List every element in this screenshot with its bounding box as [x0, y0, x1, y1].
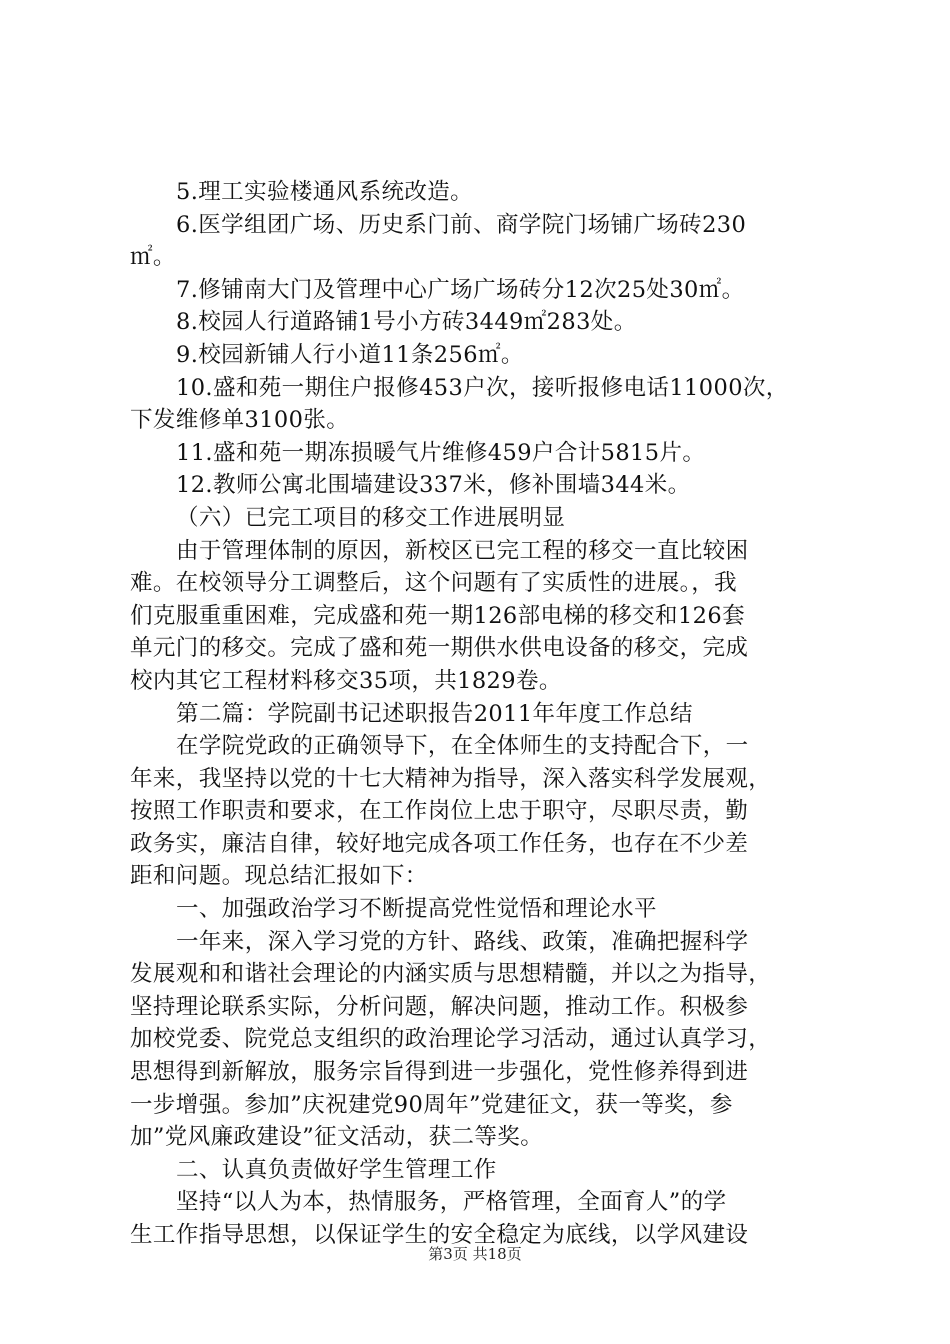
text-line: （六）已完工项目的移交工作进展明显 — [176, 504, 566, 531]
text-line: 5.理工实验楼通风系统改造。 — [176, 179, 474, 205]
text-line: 难。在校领导分工调整后，这个问题有了实质性的进展。，我 — [130, 570, 738, 597]
text-line: 按照工作职责和要求，在工作岗位上忠于职守，尽职尽责，勤 — [130, 798, 749, 825]
text-line: 政务实，廉洁自律，较好地完成各项工作任务，也存在不少差 — [130, 830, 749, 857]
page-footer: 第3页 共18页 — [428, 1245, 522, 1263]
text-line: 7.修铺南大门及管理中心广场广场砖分12次25处30㎡。 — [176, 276, 745, 303]
text-line: 校内其它工程材料移交35项，共1829卷。 — [130, 667, 562, 694]
text-line: 11.盛和苑一期冻损暖气片维修459户合计5815片。 — [176, 439, 706, 466]
document-body — [130, 176, 835, 1252]
text-line: 加校党委、院党总支组织的政治理论学习活动，通过认真学习， — [130, 1026, 772, 1053]
text-line: 们克服重重困难，完成盛和苑一期126部电梯的移交和126套 — [130, 602, 745, 629]
text-line: 思想得到新解放，服务宗旨得到进一步强化，党性修养得到进 — [130, 1059, 749, 1086]
text-line: 由于管理体制的原因，新校区已完工程的移交一直比较困 — [176, 537, 749, 564]
text-line: 12.教师公寓北围墙建设337米，修补围墙344米。 — [176, 472, 691, 499]
text-line: 年来，我坚持以党的十七大精神为指导，深入落实科学发展观， — [130, 765, 772, 792]
text-line: 二、认真负责做好学生管理工作 — [176, 1156, 497, 1183]
text-line: 在学院党政的正确领导下，在全体师生的支持配合下，一 — [176, 733, 749, 760]
text-line: 9.校园新铺人行小道11条256㎡。 — [176, 341, 524, 368]
text-line: 加”党风廉政建设”征文活动，获二等奖。 — [130, 1124, 544, 1151]
text-line: 坚持“以人为本，热情服务，严格管理，全面育人”的学 — [176, 1189, 727, 1216]
text-line: 生工作指导思想，以保证学生的安全稳定为底线，以学风建设 — [130, 1222, 749, 1248]
text-line: 一年来，深入学习党的方针、路线、政策，准确把握科学 — [176, 928, 749, 955]
text-line: 下发维修单3100张。 — [130, 407, 350, 434]
text-line: ㎡。 — [130, 244, 176, 271]
text-line: 10.盛和苑一期住户报修453户次，接听报修电话11000次， — [176, 374, 789, 401]
text-line: 发展观和和谐社会理论的内涵实质与思想精髓，并以之为指导， — [130, 961, 772, 988]
text-line: 一、加强政治学习不断提高党性觉悟和理论水平 — [176, 896, 657, 923]
text-line: 坚持理论联系实际，分析问题，解决问题，推动工作。积极参 — [130, 993, 749, 1020]
text-line: 第二篇：学院副书记述职报告2011年年度工作总结 — [176, 700, 693, 727]
text-line: 6.医学组团广场、历史系门前、商学院门场铺广场砖230 — [176, 211, 747, 238]
text-line: 一步增强。参加”庆祝建党90周年”党建征文，获一等奖，参 — [130, 1091, 733, 1118]
text-line: 单元门的移交。完成了盛和苑一期供水供电设备的移交，完成 — [130, 635, 749, 662]
text-line: 距和问题。现总结汇报如下： — [130, 863, 428, 890]
text-line: 8.校园人行道路铺1号小方砖3449㎡283处。 — [176, 309, 637, 336]
